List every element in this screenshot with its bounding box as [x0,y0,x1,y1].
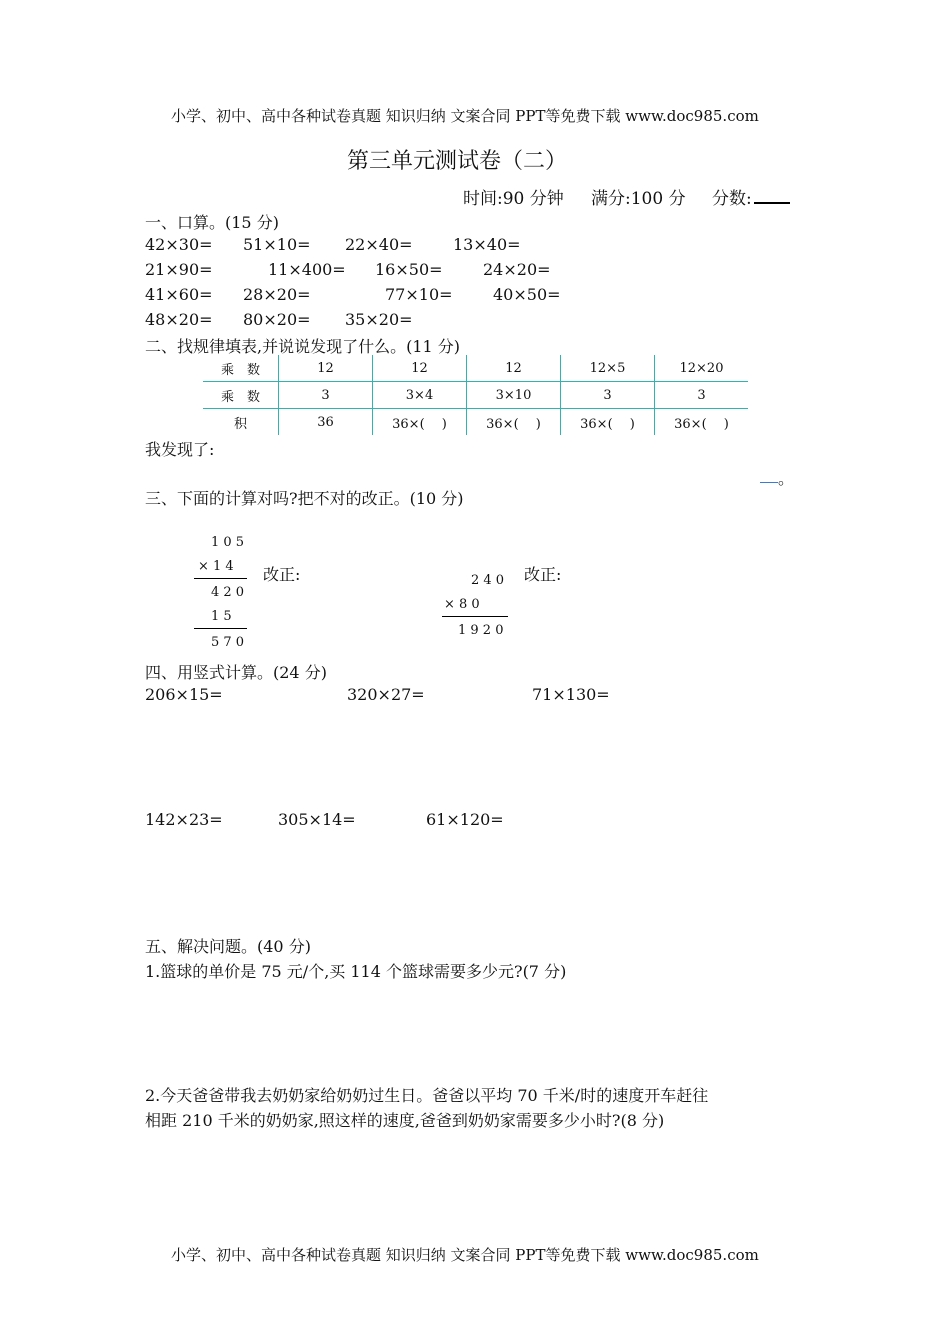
calc-line: 1 9 2 0 [458,623,504,638]
question-2-line1: 2.今天爸爸带我去奶奶家给奶奶过生日。爸爸以平均 70 千米/时的速度开车赶往 [145,1086,709,1105]
vertical-calc-item: 142×23= [145,810,223,829]
score-field[interactable] [712,184,790,209]
full-score-info: 满分:100 分 [591,189,686,209]
table-cell: 3×4 [373,382,467,409]
table-cell: 12 [467,355,561,382]
table-cell[interactable]: 36×( ) [467,409,561,436]
calc-line: × 1 4 [198,559,234,574]
section4-heading: 四、用竖式计算。(24 分) [145,663,327,682]
calc-rule [442,616,508,617]
table-cell[interactable]: 36×( ) [655,409,749,436]
table-cell[interactable]: 36×( ) [373,409,467,436]
oral-item: 40×50= [493,285,561,304]
calc-line: 2 4 0 [471,573,505,588]
oral-item: 51×10= [243,235,311,254]
table-cell: 12 [373,355,467,382]
fix-label-left: 改正: [263,565,301,584]
table-row [203,355,748,382]
table-row [203,382,748,409]
vertical-calc-item: 305×14= [278,810,356,829]
oral-item: 41×60= [145,285,213,304]
section5-heading: 五、解决问题。(40 分) [145,937,311,956]
table-cell: 3 [561,382,655,409]
pattern-table [203,355,748,435]
section3-heading: 三、下面的计算对吗?把不对的改正。(10 分) [145,489,464,508]
discovery-label: 我发现了: [145,440,215,459]
section2-heading: 二、找规律填表,并说说发现了什么。(11 分) [145,337,461,356]
table-cell: 乘 数 [203,355,279,382]
calc-line: 4 2 0 [211,585,245,600]
table-cell[interactable]: 36×( ) [561,409,655,436]
time-info: 时间:90 分钟 [463,189,564,209]
calc-rule [194,628,247,629]
vertical-calc-item: 61×120= [426,810,504,829]
table-cell: 12 [279,355,373,382]
table-cell: 12×5 [561,355,655,382]
oral-item: 42×30= [145,235,213,254]
table-row [203,409,748,436]
calc-rule [194,578,247,579]
oral-item: 22×40= [345,235,413,254]
table-cell: 积 [233,416,247,432]
table-cell: 3 [655,382,749,409]
oral-item: 11×400= [268,260,346,279]
calc-line: 1 5 [211,609,232,624]
table-cell: 3 [279,382,373,409]
page-title: 第三单元测试卷（二） [347,149,568,174]
oral-item: 77×10= [385,285,453,304]
calc-line: 1 0 5 [211,535,245,550]
fix-label-right: 改正: [524,565,562,584]
oral-item: 28×20= [243,285,311,304]
score-blank[interactable] [754,188,790,204]
oral-item: 35×20= [345,310,413,329]
table-cell: 12×20 [655,355,749,382]
vertical-calc-item: 320×27= [347,685,425,704]
question-2-line2: 相距 210 千米的奶奶家,照这样的速度,爸爸到奶奶家需要多少小时?(8 分) [145,1111,665,1130]
calc-line: 5 7 0 [211,635,245,650]
oral-item: 16×50= [375,260,443,279]
oral-item: 80×20= [243,310,311,329]
page-header: 小学、初中、高中各种试卷真题 知识归纳 文案合同 PPT等免费下载 www.doc985.com [171,107,759,125]
section1-heading: 一、口算。(15 分) [145,213,279,232]
oral-item: 48×20= [145,310,213,329]
table-cell: 36 [279,409,373,436]
calc-line: × 8 0 [444,597,480,612]
oral-item: 21×90= [145,260,213,279]
table-cell: 乘 数 [203,382,279,409]
oral-item: 13×40= [453,235,521,254]
end-mark: 。 [778,469,795,488]
oral-item: 24×20= [483,260,551,279]
question-1: 1.篮球的单价是 75 元/个,买 114 个篮球需要多少元?(7 分) [145,962,567,981]
score-label: 分数: [712,189,752,209]
vertical-calc-item: 71×130= [532,685,610,704]
vertical-calc-item: 206×15= [145,685,223,704]
table-cell: 3×10 [467,382,561,409]
page-footer: 小学、初中、高中各种试卷真题 知识归纳 文案合同 PPT等免费下载 www.doc985.com [171,1246,759,1264]
answer-blank[interactable] [760,482,778,483]
